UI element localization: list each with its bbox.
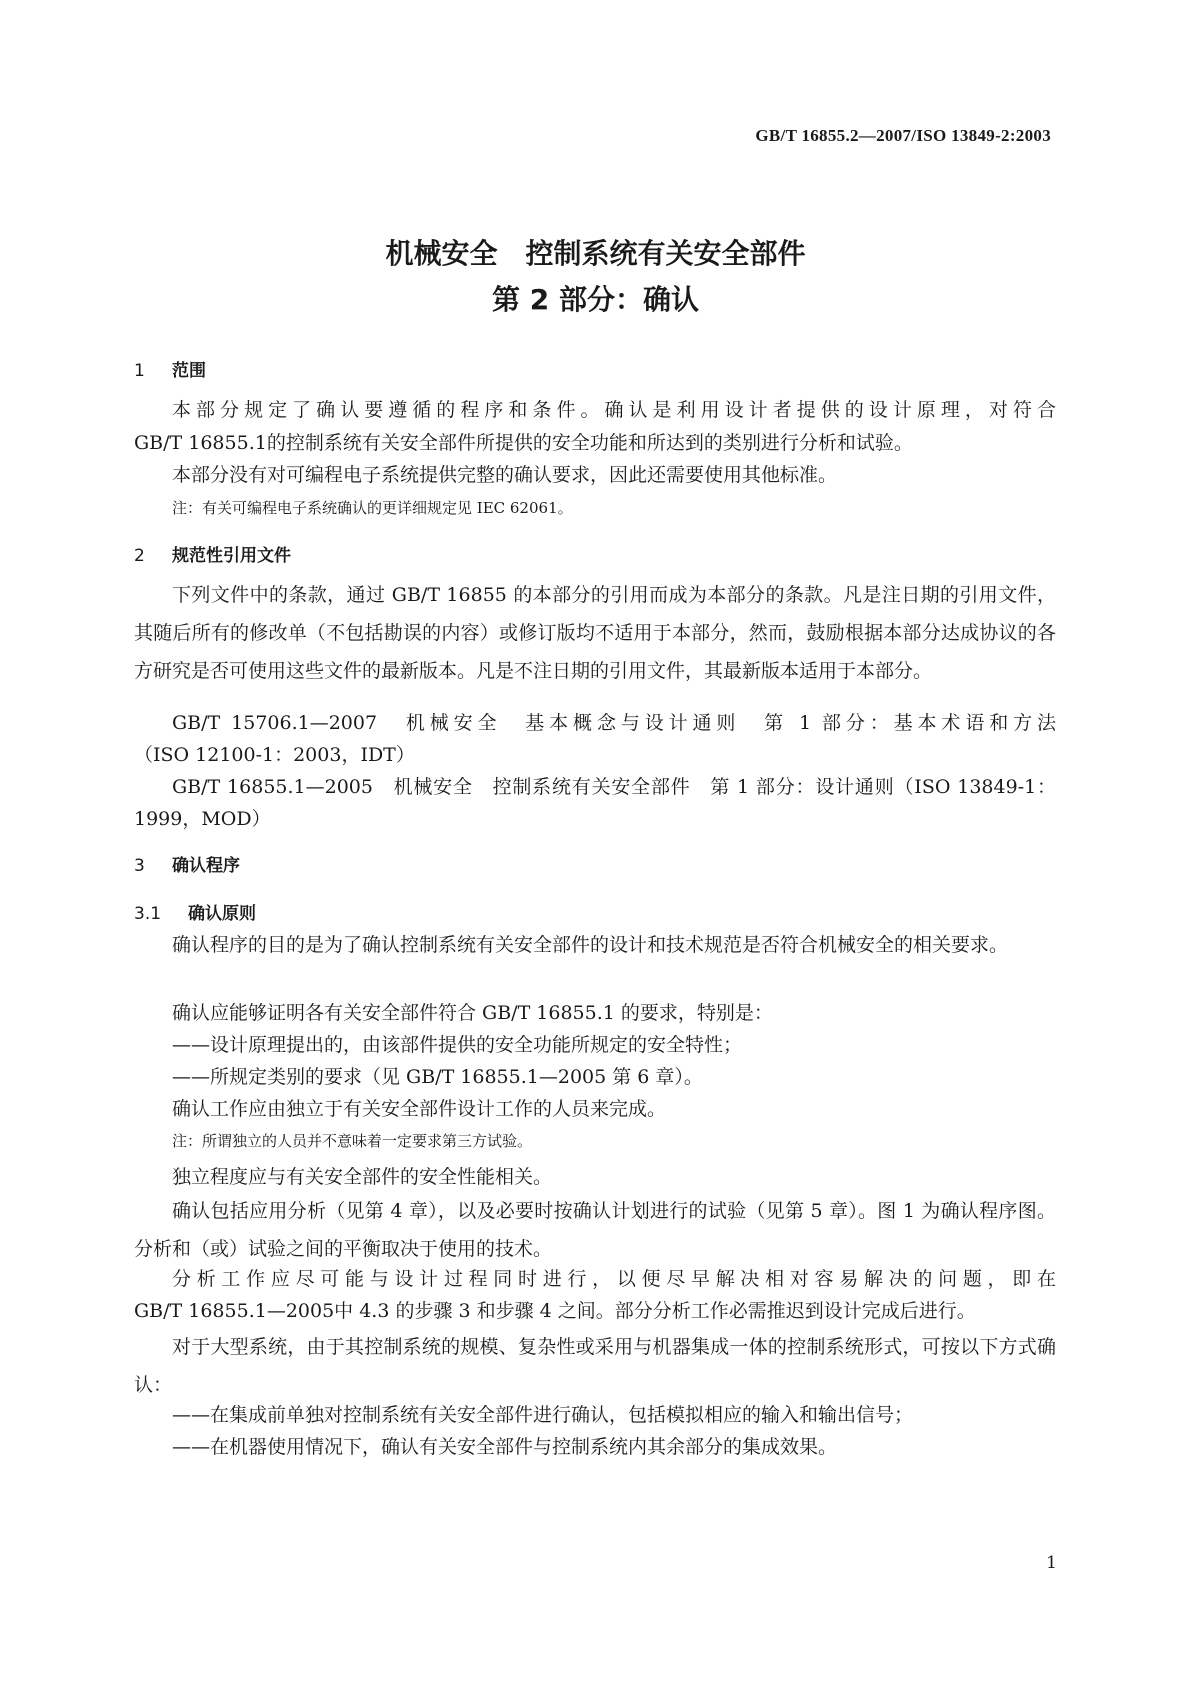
section-3-para-2: 确认应能够证明各有关安全部件符合 GB/T 16855.1 的要求，特别是： — [172, 1002, 773, 1024]
section-number: 1 — [134, 361, 145, 381]
section-2-ref-2-line-2: 1999，MOD） — [134, 808, 271, 830]
section-3-list-item-3: ——在集成前单独对控制系统有关安全部件进行确认，包括模拟相应的输入和输出信号； — [172, 1404, 914, 1426]
section-2-ref-1-line-1: GB/T 15706.1—2007 机械安全 基本概念与设计通则 第 1 部分：基本术语和方法 — [172, 712, 1056, 734]
section-1-heading — [134, 356, 206, 381]
section-2-ref-1-line-2: （ISO 12100-1：2003，IDT） — [134, 744, 415, 766]
section-3-para-1: 确认程序的目的是为了确认控制系统有关安全部件的设计和技术规范是否符合机械安全的相关要求。 — [172, 934, 1009, 956]
section-1-para-1-line-2: GB/T 16855.1的控制系统有关安全部件所提供的安全功能和所达到的类别进行分析和试验。 — [134, 432, 913, 454]
section-3-para-6-line-2: GB/T 16855.1—2005中 4.3 的步骤 3 和步骤 4 之间。部分分析工作必需推迟到设计完成后进行。 — [134, 1300, 976, 1322]
section-3-para-5: 确认包括应用分析（见第 4 章），以及必要时按确认计划进行的试验（见第 5 章）。图 1 为确认程序图。分析和（或）试验之间的平衡取决于使用的技术。 — [134, 1200, 1056, 1260]
section-1-para-2: 本部分没有对可编程电子系统提供完整的确认要求，因此还需要使用其他标准。 — [172, 464, 838, 486]
section-number: 3 — [134, 856, 145, 876]
section-2-para-1: 下列文件中的条款，通过 GB/T 16855 的本部分的引用而成为本部分的条款。凡是注日期的引用文件，其随后所有的修改单（不包括勘误的内容）或修订版均不适用于本部分，然而，鼓励根据本部分达成协议的各方研究是否可使用这些文件的最新版本。凡是不注日期的引用文件，其最新版本适用于本部分。 — [134, 584, 1056, 682]
section-number: 2 — [134, 546, 145, 566]
section-3-para-6-line-1: 分析工作应尽可能与设计过程同时进行，以便尽早解决相对容易解决的问题，即在 — [172, 1268, 1056, 1290]
section-title: 规范性引用文件 — [172, 546, 291, 566]
document-subtitle: 第 2 部分：确认 — [492, 283, 699, 316]
section-3-note: 注：所谓独立的人员并不意味着一定要求第三方试验。 — [172, 1132, 533, 1150]
standard-code: GB/T 16855.2—2007/ISO 13849-2:2003 — [755, 126, 1051, 145]
section-3-para-7: 对于大型系统，由于其控制系统的规模、复杂性或采用与机器集成一体的控制系统形式，可按以下方式确认： — [134, 1336, 1056, 1396]
section-3-heading — [134, 851, 240, 876]
document-title: 机械安全 控制系统有关安全部件 — [385, 237, 806, 270]
section-3-list-item-4: ——在机器使用情况下，确认有关安全部件与控制系统内其余部分的集成效果。 — [172, 1436, 838, 1458]
section-title: 确认程序 — [172, 856, 240, 876]
section-1-para-1-line-1: 本部分规定了确认要遵循的程序和条件。确认是利用设计者提供的设计原理，对符合 — [172, 399, 1056, 421]
section-3-para-4: 独立程度应与有关安全部件的安全性能相关。 — [172, 1166, 553, 1188]
page-number: 1 — [1046, 1553, 1057, 1573]
section-3-list-item-2: ——所规定类别的要求（见 GB/T 16855.1—2005 第 6 章）。 — [172, 1066, 703, 1088]
subsection-3-1-heading — [134, 899, 256, 924]
section-3-list-item-1: ——设计原理提出的，由该部件提供的安全功能所规定的安全特性； — [172, 1034, 743, 1056]
section-3-para-3: 确认工作应由独立于有关安全部件设计工作的人员来完成。 — [172, 1098, 667, 1120]
section-2-ref-2-line-1: GB/T 16855.1—2005 机械安全 控制系统有关安全部件 第 1 部分：设计通则（ISO 13849-1： — [172, 776, 1056, 798]
section-2-heading — [134, 541, 291, 566]
section-1-note: 注：有关可编程电子系统确认的更详细规定见 IEC 62061。 — [172, 499, 573, 517]
subsection-title: 确认原则 — [188, 904, 256, 924]
section-title: 范围 — [172, 361, 206, 381]
subsection-number: 3.1 — [134, 904, 162, 924]
